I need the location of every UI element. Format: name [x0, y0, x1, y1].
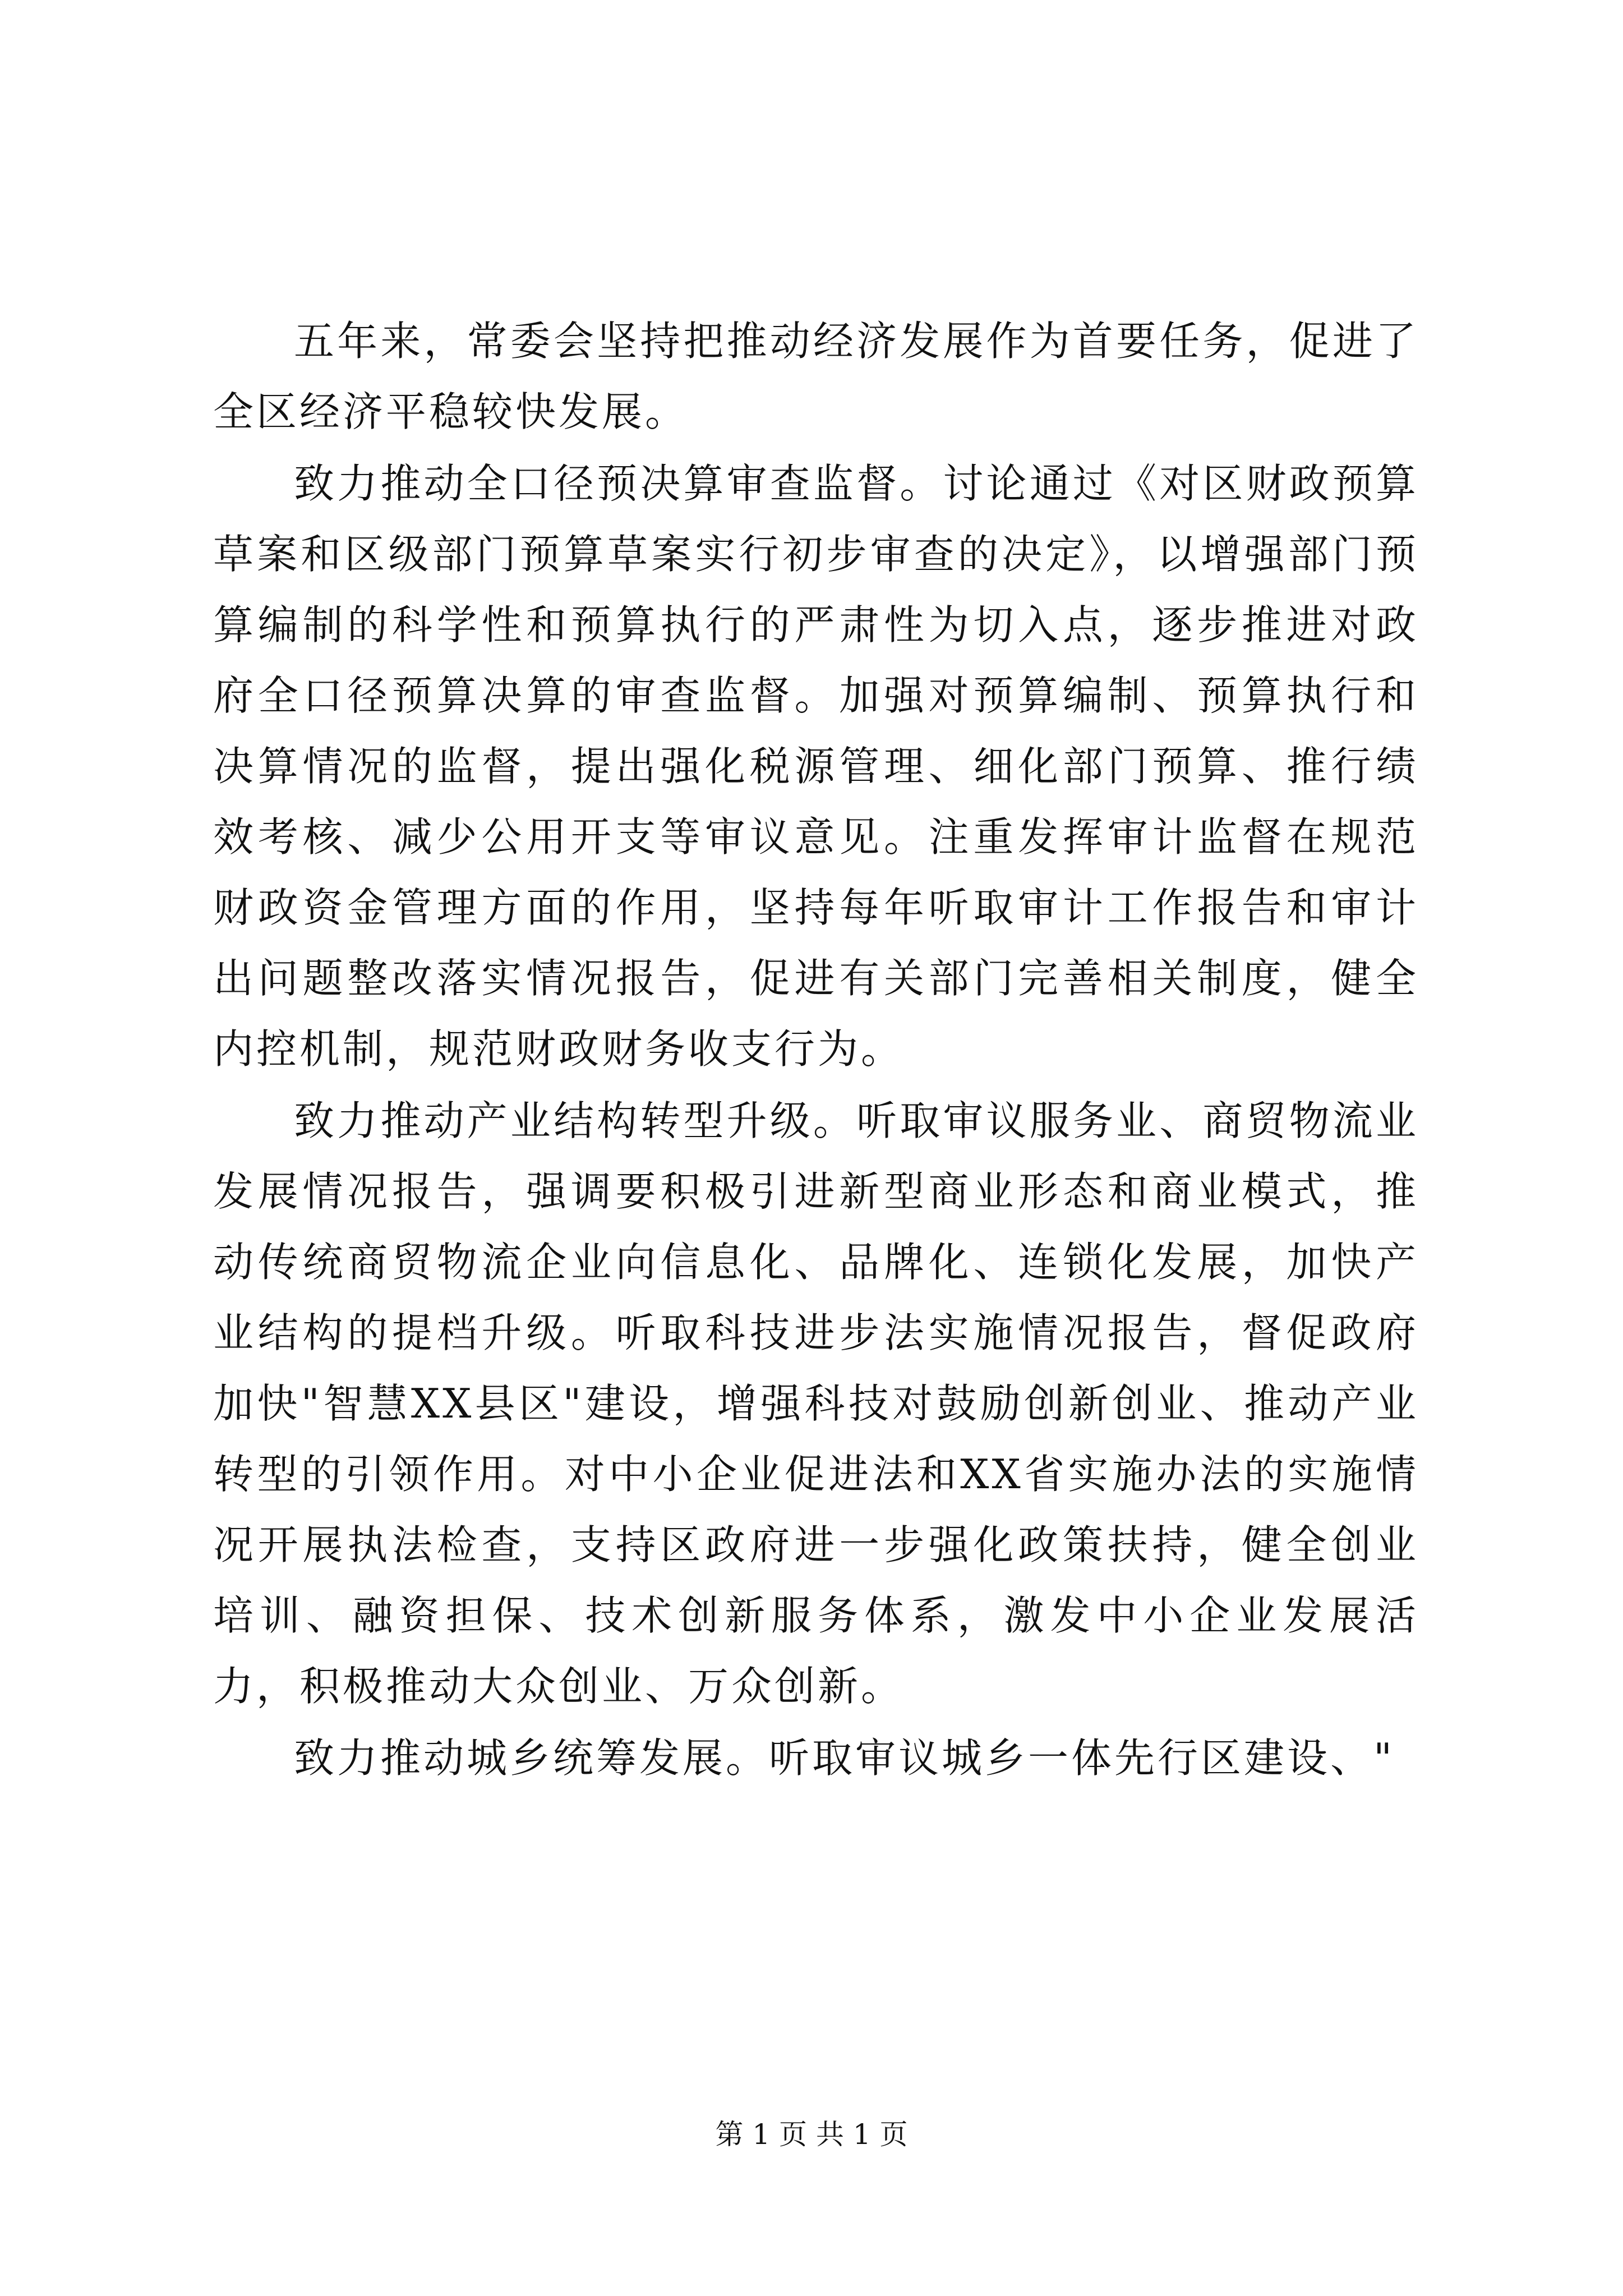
- paragraph-urban-rural: 致力推动城乡统筹发展。听取审议城乡一体先行区建设、": [294, 1734, 1395, 1782]
- paragraph-industry-upgrade: 致力推动产业结构转型升级。听取审议服务业、商贸物流业发展情况报告，强调要积极引进新型商业形态和商业模式，推动传统商贸物流企业向信息化、品牌化、连锁化发展，加快产业结构的提档升级。听取科技进步法实施情况报告，督促政府加快"智慧XX县区"建设，增强科技对鼓励创新创业、推动产业转型的引领作用。对中小企业促进法和XX省实施办法的实施情况开展执法检查，支持区政府进一步强化政策扶持，健全创业培训、融资担保、技术创新服务体系，激发中小企业发展活力，积极推动大众创业、万众创新。: [213, 1097, 1419, 1710]
- page-number-footer: 第 1 页 共 1 页: [715, 2118, 908, 2151]
- paragraph-budget-supervision: 致力推动全口径预决算审查监督。讨论通过《对区财政预算草案和区级部门预算草案实行初步审查的决定》，以增强部门预算编制的科学性和预算执行的严肃性为切入点，逐步推进对政府全口径预算决算的审查监督。加强对预算编制、预算执行和决算情况的监督，提出强化税源管理、细化部门预算、推行绩效考核、减少公用开支等审议意见。注重发挥审计监督在规范财政资金管理方面的作用，坚持每年听取审计工作报告和审计出问题整改落实情况报告，促进有关部门完善相关制度，健全内控机制，规范财政财务收支行为。: [213, 460, 1419, 1073]
- paragraph-intro: 五年来，常委会坚持把推动经济发展作为首要任务，促进了全区经济平稳较快发展。: [213, 318, 1419, 435]
- document-body: [213, 306, 1419, 1795]
